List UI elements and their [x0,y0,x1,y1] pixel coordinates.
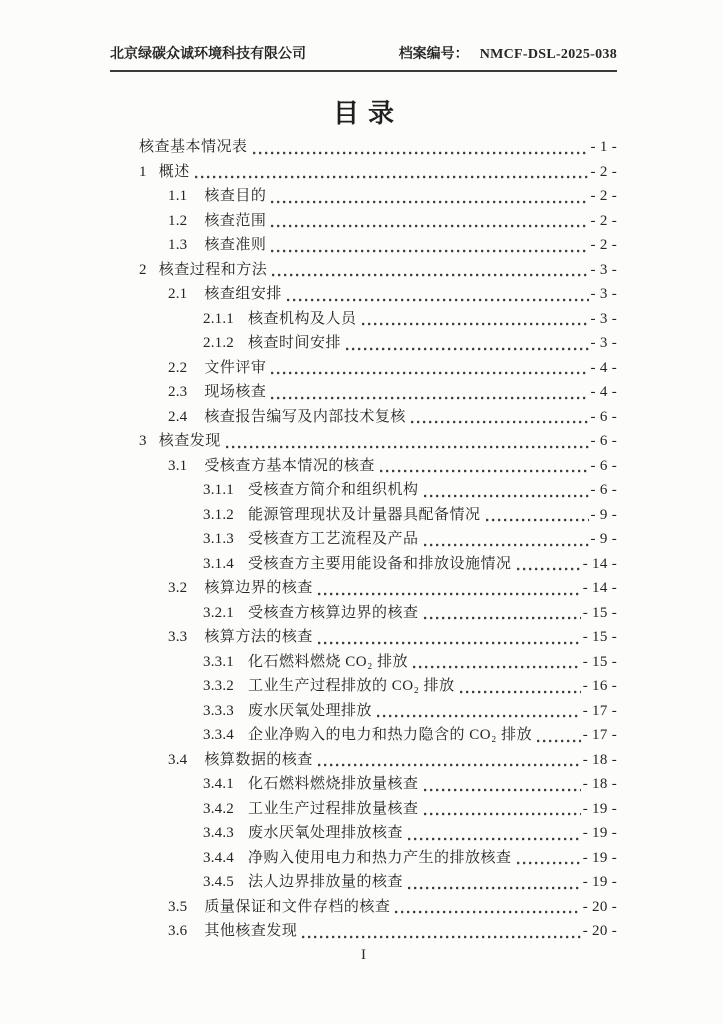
toc-entry-label: 文件评审 [204,359,267,376]
toc-entry-page: - 20 - [582,923,617,939]
toc-entry-page: - 6 - [590,482,617,498]
archive-value: NMCF-DSL-2025-038 [479,47,617,62]
toc-leader-dots [318,641,581,645]
toc-entry [110,478,617,503]
toc-entry-label: 受核查方基本情况的核查 [204,457,375,474]
toc-entry-number: 3.4.1 [203,776,234,792]
toc-entry [110,331,617,356]
toc-entry [110,405,617,430]
toc-entry-label: 工业生产过程排放的 CO₂ 排放 [248,678,455,694]
toc-entry [110,919,617,944]
toc-leader-dots [287,298,589,302]
toc-entry [110,674,617,699]
toc-entry-page: - 19 - [582,800,617,817]
toc-entry-page: - 15 - [582,629,617,645]
toc-entry-number: 3.4.3 [203,825,234,841]
toc-entry [110,625,617,650]
toc-entry-page: - 3 - [590,335,617,351]
toc-entry-number: 3.3.1 [203,653,234,670]
toc-entry-label: 能源管理现状及计量器具配备情况 [248,506,481,523]
toc-entry-number: 2.1.1 [203,310,234,327]
toc-entry-page: - 18 - [582,776,617,792]
toc-entry [110,429,617,454]
toc-entry-number: 1.1 [168,188,188,204]
toc-entry [110,184,617,209]
toc-leader-dots [486,518,589,522]
toc-entry-label: 核查目的 [204,188,267,204]
toc-leader-dots [226,445,589,449]
toc-leader-dots [424,616,581,620]
toc-entry-label: 核查基本情况表 [139,139,248,155]
toc-entry-page: - 6 - [590,457,617,474]
toc-entry-label: 核查发现 [158,433,221,449]
toc-entry-page: - 2 - [590,163,617,180]
toc-entry-label: 法人边界排放量的核查 [248,874,404,890]
toc-entry [110,552,617,577]
toc-entry-page: - 6 - [590,408,617,425]
toc-leader-dots [411,420,589,424]
toc-leader-dots [271,224,588,228]
toc-entry-page: - 17 - [582,702,617,719]
toc-entry [110,699,617,724]
toc-entry-number: 3.4.4 [203,849,234,866]
toc-entry-number: 1 [139,163,147,180]
toc-entry-label: 化石燃料燃烧 CO₂ 排放 [248,653,409,670]
toc-entry-number: 3.1.4 [203,555,234,572]
toc-entry-label: 核查组安排 [204,286,282,302]
toc-leader-dots [346,347,588,351]
page-footer [110,947,617,964]
toc-entry [110,650,617,675]
toc-leader-dots [318,592,581,596]
toc-entry-page: - 14 - [582,580,617,596]
toc-entry-label: 受核查方简介和组织机构 [248,482,419,498]
toc-entry [110,454,617,479]
toc-entry [110,160,617,185]
toc-entry [110,209,617,234]
toc-entry-number: 3.2.1 [203,604,234,621]
toc-entry [110,307,617,332]
toc-entry [110,870,617,895]
toc-entry-label: 其他核查发现 [204,923,298,939]
toc-entry-number: 3.3.4 [203,727,234,743]
toc-leader-dots [380,469,589,473]
toc-page-title: 目录 [332,99,403,128]
toc-entry-number: 3.2 [168,580,188,596]
toc-entry [110,772,617,797]
toc-leader-dots [195,175,589,179]
toc-leader-dots [424,543,589,547]
toc-entry-label: 受核查方核算边界的核查 [248,604,419,621]
page-header [110,46,617,72]
toc-entry [110,527,617,552]
toc-entry-label: 核查机构及人员 [248,310,357,327]
toc-entry-number: 3.5 [168,898,188,915]
toc-entry-page: - 18 - [582,751,617,768]
toc-entry-label: 净购入使用电力和热力产生的排放核查 [248,849,512,866]
toc-entry-page: - 19 - [582,874,617,890]
toc-entry-label: 现场核查 [204,384,267,400]
toc-entry-number: 3.1.2 [203,506,234,523]
toc-entry [110,797,617,822]
toc-entry-page: - 4 - [590,359,617,376]
toc-leader-dots [395,910,580,914]
toc-leader-dots [271,396,588,400]
toc-entry-number: 3.4.2 [203,800,234,817]
toc-leader-dots [424,788,581,792]
toc-leader-dots [424,494,589,498]
toc-entry-page: - 20 - [582,898,617,915]
toc-leader-dots [302,935,580,939]
page-number: I [361,946,366,963]
toc-entry-page: - 4 - [590,384,617,400]
toc-entry-number: 3.6 [168,923,188,939]
toc-entry-number: 1.3 [168,237,188,253]
toc-entry-label: 核算方法的核查 [204,629,313,645]
toc-entry-number: 3.1.3 [203,531,234,547]
toc-entry-number: 3.3.3 [203,702,234,719]
toc-entry [110,748,617,773]
toc-leader-dots [362,322,589,326]
toc-leader-dots [271,371,588,375]
toc-leader-dots [271,200,588,204]
toc-entry [110,380,617,405]
toc-entry-label: 废水厌氧处理排放 [248,702,373,719]
toc-entry-number: 2.1.2 [203,335,234,351]
toc-entry [110,821,617,846]
toc-entry-number: 3.3 [168,629,188,645]
toc-entry-label: 核算数据的核查 [204,751,313,768]
toc-entry-page: - 14 - [582,555,617,572]
toc-entry-page: - 15 - [582,653,617,670]
toc-entry-label: 受核查方主要用能设备和排放设施情况 [248,555,512,572]
toc-entry [110,135,617,160]
toc-entry-number: 3.4.5 [203,874,234,890]
toc-entry-page: - 3 - [590,310,617,327]
toc-entry [110,356,617,381]
toc-leader-dots [408,837,581,841]
toc-entry-page: - 16 - [582,678,617,694]
toc-entry-page: - 2 - [590,188,617,204]
toc-entry-page: - 3 - [590,261,617,278]
toc-entry-page: - 2 - [590,237,617,253]
toc-entry-number: 3 [139,433,147,449]
toc-entry [110,576,617,601]
toc-entry-label: 企业净购入的电力和热力隐含的 CO₂ 排放 [248,727,533,743]
toc-entry-label: 核查准则 [204,237,267,253]
table-of-contents [110,135,617,944]
toc-leader-dots [517,567,581,571]
toc-entry-page: - 2 - [590,212,617,229]
toc-entry-number: 2.2 [168,359,188,376]
toc-entry-label: 化石燃料燃烧排放量核查 [248,776,419,792]
toc-entry [110,723,617,748]
toc-entry-page: - 6 - [590,433,617,449]
toc-entry-page: - 19 - [582,849,617,866]
toc-entry [110,895,617,920]
toc-leader-dots [271,249,588,253]
toc-entry [110,503,617,528]
toc-entry-label: 核查报告编写及内部技术复核 [204,408,406,425]
toc-entry [110,258,617,283]
toc-leader-dots [517,861,581,865]
toc-entry-page: - 3 - [590,286,617,302]
toc-entry-page: - 19 - [582,825,617,841]
toc-entry-page: - 9 - [590,531,617,547]
toc-entry-label: 受核查方工艺流程及产品 [248,531,419,547]
toc-leader-dots [537,739,581,743]
toc-entry-page: - 15 - [582,604,617,621]
toc-leader-dots [460,690,581,694]
toc-entry [110,601,617,626]
toc-entry-number: 2.1 [168,286,188,302]
archive-label: 档案编号： [398,47,469,62]
archive-number-group [399,46,617,63]
toc-entry-number: 1.2 [168,212,188,229]
toc-entry-number: 2.3 [168,384,188,400]
toc-entry-number: 2 [139,261,147,278]
toc-entry-page: - 1 - [590,139,617,155]
toc-entry-label: 概述 [158,163,190,180]
toc-leader-dots [424,812,581,816]
toc-leader-dots [377,714,581,718]
toc-entry-label: 核算边界的核查 [204,580,313,596]
toc-leader-dots [413,665,581,669]
toc-entry-number: 3.1.1 [203,482,234,498]
toc-entry-number: 2.4 [168,408,188,425]
toc-entry-page: - 9 - [590,506,617,523]
toc-leader-dots [253,151,589,155]
toc-entry-page: - 17 - [582,727,617,743]
toc-entry-number: 3.4 [168,751,188,768]
toc-entry-label: 核查范围 [204,212,267,229]
toc-entry [110,282,617,307]
company-name: 北京绿碳众诚环境科技有限公司 [110,47,306,62]
toc-entry-label: 工业生产过程排放量核查 [248,800,419,817]
toc-entry-label: 废水厌氧处理排放核查 [248,825,404,841]
toc-entry-number: 3.1 [168,457,188,474]
toc-entry [110,233,617,258]
toc-leader-dots [408,886,581,890]
toc-entry-label: 质量保证和文件存档的核查 [204,898,391,915]
toc-entry [110,846,617,871]
toc-entry-label: 核查过程和方法 [158,261,268,278]
toc-leader-dots [272,273,588,277]
toc-entry-label: 核查时间安排 [248,335,342,351]
toc-entry-number: 3.3.2 [203,678,234,694]
toc-leader-dots [318,763,581,767]
